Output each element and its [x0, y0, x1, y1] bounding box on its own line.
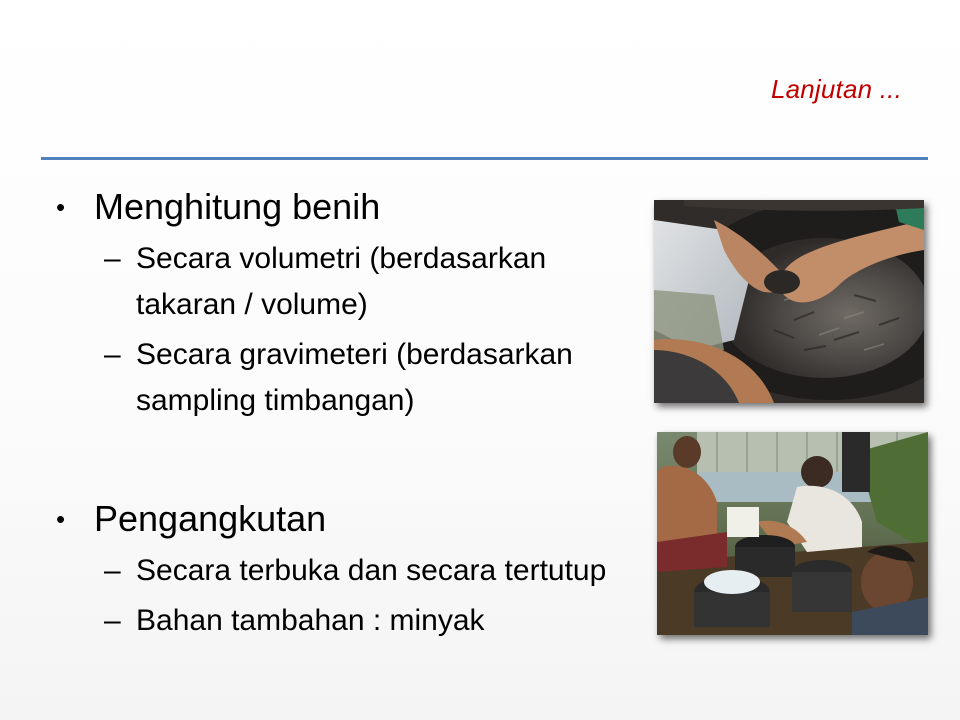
bullet-icon: •: [56, 192, 66, 222]
bullet-title: Pengangkutan: [94, 498, 327, 539]
bullet-pengangkutan: [56, 494, 616, 544]
slide-content: [56, 182, 616, 644]
dash-icon: –: [104, 604, 121, 637]
sub-bullet-gravimeteri: [56, 332, 616, 424]
counting-fry-in-bucket-photo: [654, 200, 924, 403]
bullet-title: Menghitung benih: [94, 186, 381, 227]
sub-bullet-text: Bahan tambahan : minyak: [136, 604, 485, 637]
continuation-label: Lanjutan ...: [770, 74, 902, 104]
sub-bullet-text: Secara terbuka dan secara tertutup: [136, 554, 607, 587]
bullet-icon: •: [56, 504, 66, 534]
workers-sorting-fry-photo: [657, 432, 928, 635]
sub-bullet-bahan-tambahan: [56, 598, 616, 644]
sub-bullet-text: Secara gravimeteri (berdasarkan sampling timbangan): [136, 338, 573, 417]
bullet-menghitung-benih: [56, 182, 616, 232]
dash-icon: –: [104, 338, 121, 371]
sub-bullet-terbuka: [56, 548, 616, 594]
title-divider: [41, 157, 928, 160]
dash-icon: –: [104, 554, 121, 587]
dash-icon: –: [104, 242, 121, 275]
sub-bullet-text: Secara volumetri (berdasarkan takaran / volume): [136, 242, 547, 321]
sub-bullet-volumetri: [56, 236, 616, 328]
